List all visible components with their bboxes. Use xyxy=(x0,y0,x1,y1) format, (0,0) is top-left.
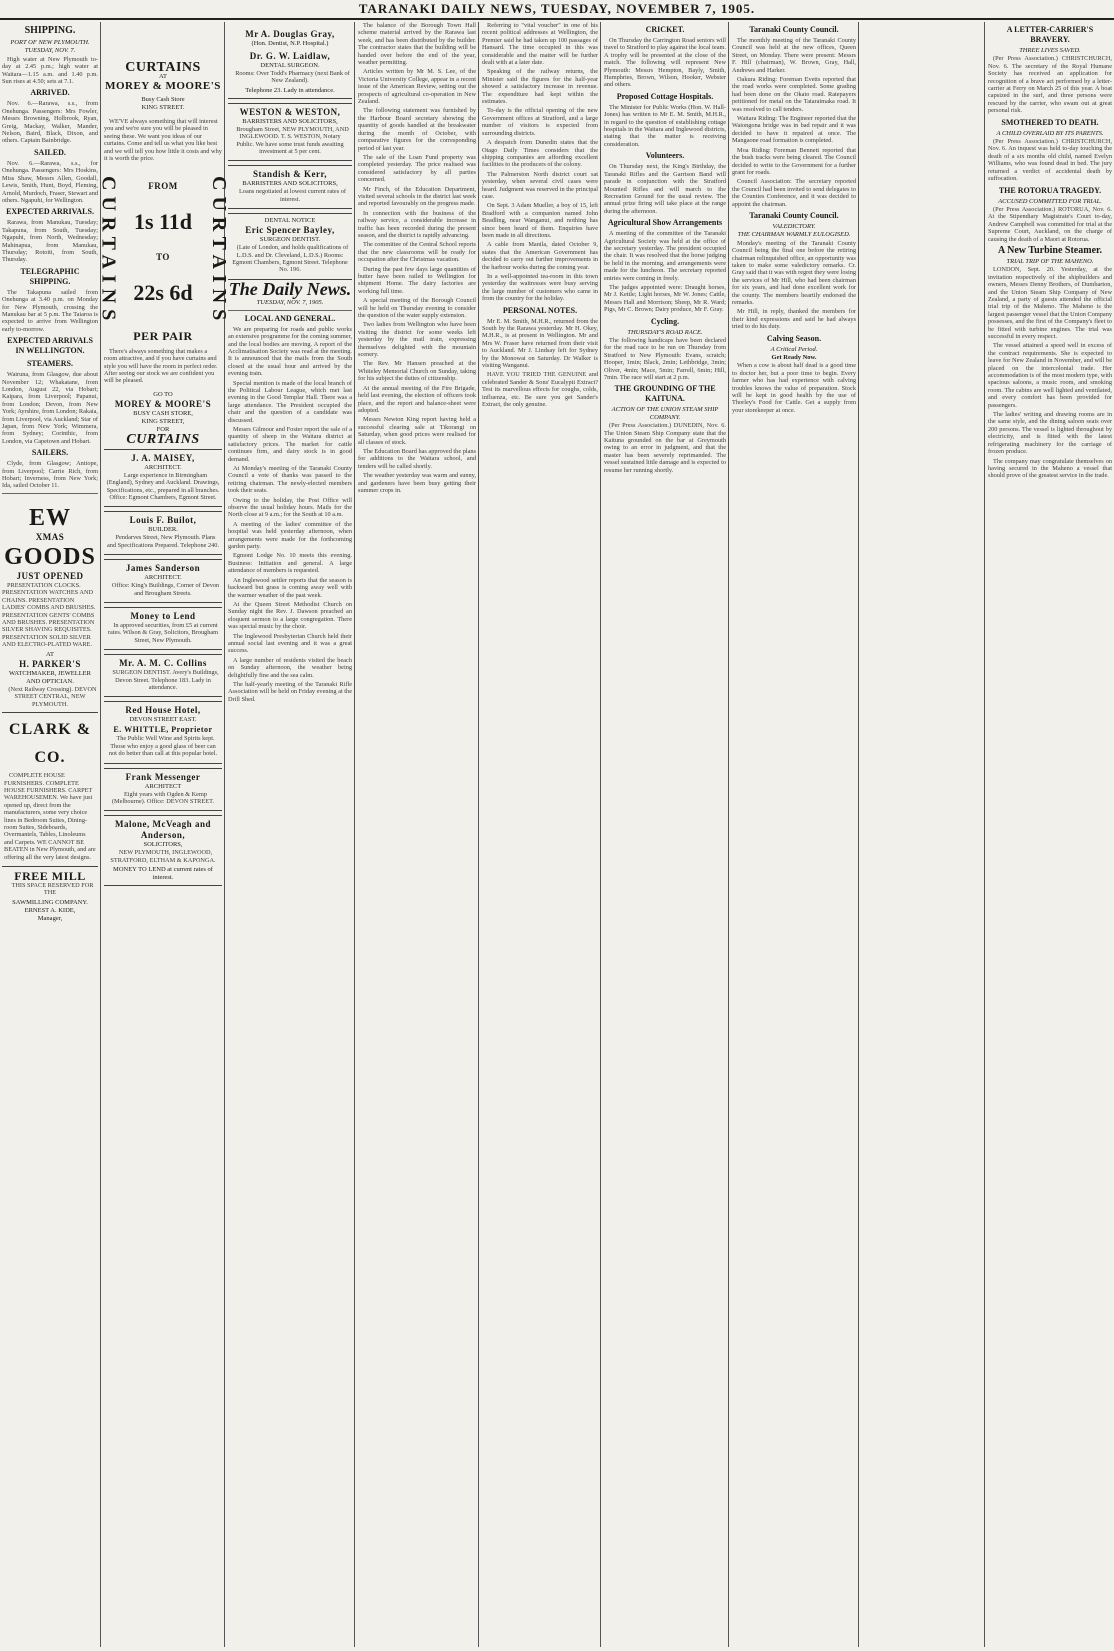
text-block: The Palmerston North district court sat yesterday, when several civil cases were heard. Judgment was reserved in the principal case. xyxy=(482,170,598,200)
ad-text: AT xyxy=(159,73,167,80)
ad-subtitle: BARRISTERS AND SOLICITORS, xyxy=(242,117,338,125)
text-block: LONDON, Sept. 20. Yesterday, at the invitation respectively of the shipbuilders and owners, Messrs Denny Brothers, of Dumbarton, and the Union Steam Ship Company of New Zealand, a party of guests attended the official trial trip of the Maheno. The Maheno is the largest passenger vessel that the Union Company possesses, and the first of the Company's fleet to be fitted with turbine engines. The trial was successful in every respect. xyxy=(988,266,1112,340)
text-block: SURGEON DENTIST. Avery's Buildings, Devon Street. Telephone 183. Lady in attendance. xyxy=(112,669,219,692)
ad-subtitle: ARCHITECT xyxy=(144,782,182,790)
text-block: A large number of residents visited the beach on Sunday afternoon, the weather being delightfully fine and the sea calm. xyxy=(228,656,352,679)
text-block: At Monday's meeting of the Taranaki County Council a vote of thanks was passed to the retiring chairman. The newly-elected members took their seats. xyxy=(228,465,352,495)
heading: A New Turbine Steamer. xyxy=(997,244,1103,256)
text-block: Two ladies from Wellington who have been visiting the district for some weeks left yesterday by the mail train, expressing themselves delighted with the mountain scenery. xyxy=(358,321,476,359)
text-block: To-day is the official opening of the new Government offices at Stratford, and a large number of visitors is expected from surrounding districts. xyxy=(482,107,598,137)
collins-ad xyxy=(104,654,222,697)
text-block: (Per Press Association.) CHRISTCHURCH, Nov. 6. The secretary of the Royal Humane Society has received an application for recognition of a brave act performed by a letter-carrier at Ferry on March 25 of this year. A boat capsized in the surf, and three persons were rescued by the carrier, who swam out at great personal risk. xyxy=(988,55,1112,115)
text-block: THIS SPACE RESERVED FOR THE xyxy=(11,882,94,897)
text-block: The Minister for Public Works (Hon. W. Hall-Jones) has written to Mr E. M. Smith, M.H.R., in regard to the question of establishing cottage hospitals in the Waitara and Inglewood districts, stating that the matter is receiving consideration. xyxy=(604,103,726,148)
xmas-goods-ad: EW XMAS GOODS JUST OPENED PRESENTATION CLOCKS. PRESENTATION WATCHES AND CHAINS. PRESENTATION LADIES' COMBS AND BRUSHES. PRESENTATION GENTS' COMBS AND BRUSHES. PRESENTATION SILVER SHAVING REQUISITES. PRESENTATION SOLID SILVER AND ELECTRO-PLATED WARE. AT H. PARKER'S WATCHMAKER, JEWELLER AND OPTICIAN. (Next Railway Crossing). DEVON STREET CENTRAL, NEW PLYMOUTH. xyxy=(2,504,97,708)
ad-title: Dr. G. W. Laidlaw, xyxy=(249,51,331,61)
text-block: In a well-appointed tea-room in this town yesterday the waitresses were busy serving the large number of customers who came in from the country for the holiday. xyxy=(482,273,598,303)
text-block: Large experience in Birmingham (England), Sydney and Auckland. Drawings, Specifications, etc., prepared in all branches. Office: Egmont Chambers, Egmont Street. xyxy=(106,471,220,501)
heading: THE GROUNDING OF THE KAITUNA. xyxy=(614,384,716,404)
price-low: 1s 11d xyxy=(133,208,193,234)
curtains-vertical-right: CURTAINS xyxy=(207,176,230,327)
text-block: The company may congratulate themselves on having secured in the Maheno a vessel that should prove of the greatest service in the trade. xyxy=(988,457,1112,480)
bayley-ad xyxy=(228,213,352,280)
text-block: Loans negotiated at lowest current rates of interest. xyxy=(238,188,346,203)
column-rule xyxy=(600,22,601,1647)
masthead: TARANAKI DAILY NEWS, TUESDAY, NOVEMBER 7, 1905. xyxy=(0,0,1114,20)
column-rule xyxy=(478,22,479,1647)
text-block: Rarawa, from Manukau, Tuesday; Takapuna, from South, Tuesday; Ngapuhi, from North, Wednesday; Mahinapua, from Manukau, Thursday; Rotoiti, from South, Thursday. xyxy=(2,219,98,264)
text-block: Referring to "vital voucher" in one of his recent political addresses at Wellington, the Premier said he had taken up 100 passages of Hansard. The time occupied in this was considerable and the matter will be further dealt with at a later date. xyxy=(482,22,598,67)
heading: EXPECTED ARRIVALS IN WELLINGTON. xyxy=(7,336,93,356)
subheading: ACCUSED COMMITTED FOR TRIAL. xyxy=(998,197,1102,205)
text-block: The balance of the Borough Town Hall scheme material arrived by the Rarawa last week, and has been distributed by the builder. The contractor states that the building will be handed over before the end of the year, weather permitting. xyxy=(358,22,476,67)
ad-title: EW xyxy=(28,504,71,531)
text-block: A cable from Manila, dated October 9, states that the American Government has decided to carry out further improvements in the harbour works during the coming year. xyxy=(482,241,598,271)
subheading: TUESDAY, NOV. 7. xyxy=(24,47,76,55)
price-block xyxy=(133,181,192,323)
text-block: On Thursday the Carrington Road seniors will travel to Stratford to play against the local team. A trophy will be presented at the close of the match. The following will represent New Plymouth: Messrs Hempton, Bayly, Smith, Humphries, Brown, Wilson, Hooker, Webster and others. xyxy=(604,37,726,89)
text-block: Brougham Street, NEW PLYMOUTH, AND INGLEWOOD. T. S. WESTON, Notary Public. We have some trust funds awaiting investment at 5 per cent. xyxy=(236,125,349,156)
text-block: Monday's meeting of the Taranaki County Council being the final one before the retiring chairman relinquished office, an opportunity was taken to make some valedictory remarks. Cr. Gray said that it was with regret they were losing the services of Mr Hill, who had been chairman for six years, and had done excellent work for the county. The members heartily endorsed the remarks. xyxy=(732,239,856,306)
text-block: The vessel attained a speed well in excess of the contract requirements. She is expected to leave for New Zealand in November, and will be placed on the intercolonial trade. Her accommodation is of the most modern type, with spacious saloons, a music room, and smoking room. The cabins are well lighted and ventilated, and every comfort has been provided for passengers. xyxy=(988,342,1112,409)
text-block: Clyde, from Glasgow; Antiope, from Liverpool; Carrie Rich, from Hobart; Inverness, from New York; Ida, sailed October 11. xyxy=(2,460,98,490)
ad-subtitle: WATCHMAKER, JEWELLER AND OPTICIAN. xyxy=(9,669,91,685)
subheading: PORT OF NEW PLYMOUTH. xyxy=(10,39,90,46)
text-block: Moa Riding: Foreman Bennett reported that the bush tracks were being cleared. The Council decided to write to the Government for a further grant for roads. xyxy=(732,146,856,176)
text-block: (Per Press Association.) ROTORUA, Nov. 6. At the Stipendiary Magistrate's Court to-day, Andrew Campbell was committed for trial at the Supreme Court, Auckland, on the charge of causing the death of a Maori at Rotorua. xyxy=(988,205,1112,243)
text-block: A meeting of the committee of the Taranaki Agricultural Society was held at the office of the secretary yesterday. The president occupied the chair. It was resolved that the horse judging be held in the morning, and arrangements were made for the luncheon. The secretary reported entries were coming in freely. xyxy=(604,230,726,282)
text-block: When a cow is about half dead is a good time to doctor her, but a poor time to begin. Every farmer who has had experience with calving troubles knows the value of preparation. Stock will be kept in good health by the use of Thorley's Food for Cattle. Get a supply from your storekeeper at once. xyxy=(732,362,856,414)
ad-title: JUST OPENED xyxy=(16,570,84,581)
heading: LOCAL AND GENERAL. xyxy=(244,313,336,323)
column-professional xyxy=(228,22,352,1647)
text-block: Speaking of the railway returns, the Minister said the figures for the half-year showed a satisfactory increase in revenue. The expenditure had kept within the estimates. xyxy=(482,68,598,106)
subheading: THREE LIVES SAVED. xyxy=(1019,47,1081,54)
heading: PERSONAL NOTES. xyxy=(502,305,578,315)
ad-title: FREE MILL xyxy=(14,869,86,884)
ad-title: CURTAINS xyxy=(126,431,200,447)
ad-text: TO xyxy=(156,251,170,262)
text-block: Articles written by Mr M. S. Lee, of the Victoria University College, appear in a recent issue of the American Review, setting out the prospects of agricultural co-operation in New Zealand. xyxy=(358,68,476,106)
subheading: ACTION OF THE UNION STEAM SHIP COMPANY. xyxy=(611,406,719,421)
column-council xyxy=(732,22,856,1647)
heading: SAILED. xyxy=(34,147,66,157)
text-block: Owing to the holiday, the Post Office will observe the usual holiday hours. Mails for the North close at 9 a.m.; for the South at 10 a.m. xyxy=(228,496,352,519)
ad-title: James Sanderson xyxy=(125,563,201,574)
ad-title: WESTON & WESTON, xyxy=(239,106,341,117)
text-block: The judges appointed were: Draught horses, Mr J. Kettle; Light horses, Mr W. Jones; Cattle, Messrs Hall and Morrison; Sheep, Mr R. Ward; Pigs, Mr C. Brown; Dairy produce, Mr F. Gray. xyxy=(604,283,726,314)
clark-ad xyxy=(2,712,98,867)
curtains-vertical-left: CURTAINS xyxy=(97,176,120,327)
ad-text: DENTAL NOTICE xyxy=(264,217,316,225)
ad-title: GOODS xyxy=(4,543,96,570)
text-block: Egmont Lodge No. 10 meets this evening. Business: Initiation and general. A large attendance of members is requested. xyxy=(228,552,352,575)
mill-ad xyxy=(2,871,98,923)
malone-ad xyxy=(104,815,222,886)
text-block: (Next Railway Crossing). DEVON STREET CENTRAL, NEW PLYMOUTH. xyxy=(8,685,97,708)
ad-text: GO TO xyxy=(153,390,173,398)
subheading: THURSDAY'S ROAD RACE. xyxy=(627,328,703,336)
ad-text: BUSY CASH STORE, xyxy=(133,409,193,417)
newspaper-nameplate: The Daily News. xyxy=(228,278,352,299)
heading: SHIPPING. xyxy=(24,25,76,36)
heading: ARRIVED. xyxy=(30,88,70,98)
ad-subtitle: ARCHITECT. xyxy=(144,463,182,471)
heading: CRICKET. xyxy=(645,25,685,34)
text-block: A meeting of the ladies' committee of the hospital was held yesterday afternoon, when arrangements were made for the forthcoming garden party. xyxy=(228,520,352,551)
text-block: The half-yearly meeting of the Taranaki Rifle Association will be held on Friday evening at the Drill Shed. xyxy=(228,680,352,703)
price-high: 22s 6d xyxy=(133,279,193,305)
ad-subtitle: DEVON STREET EAST. xyxy=(129,716,197,724)
column-news-2 xyxy=(482,22,598,1647)
text-block: On Thursday next, the King's Birthday, the Taranaki Rifles and the Garrison Band will parade in conjunction with the Stratford Mounted Rifles and will march to the Recreation Ground for the usual review. The annual prize firing will take place at the range during the afternoon. xyxy=(604,163,726,215)
column-rule xyxy=(354,22,355,1647)
text-block: Messrs Gilmour and Foster report the sale of a quantity of sheep in the Waitara district at satisfactory prices. The market for cattle continues firm, and dairy stock is in good demand. xyxy=(228,425,352,463)
subheading: VALEDICTORY. xyxy=(772,222,816,230)
text-block: In connection with the business of the railway service, a considerable increase in traffic has been recorded during the present season, and the district is rapidly advancing. xyxy=(358,209,476,239)
heading: EXPECTED ARRIVALS. xyxy=(6,207,94,217)
column-telegrams xyxy=(988,22,1112,1647)
sanderson-ad xyxy=(104,559,222,603)
text-block: The Inglewood Presbyterian Church held their annual social last evening and it was a great success. xyxy=(228,632,352,655)
heading: TELEGRAPHIC SHIPPING. xyxy=(20,266,80,286)
date-line: TUESDAY, NOV. 7, 1905. xyxy=(256,299,324,307)
subheading: Get Ready Now. xyxy=(771,354,817,362)
text-block: WE'VE always something that will interest you and we're sure you will be pleased in seeing these. We want you ideas of our curtains. Come and tell us what you like best and we will tell you how little it costs and why it is worth the price. xyxy=(104,118,222,163)
text-block: HAVE YOU TRIED THE GENUINE and celebrated Sander & Sons' Eucalypti Extract? Test its marvellous effects for coughs, colds, influenza, etc. Be sure you get Sander's Extract, the only genuine. xyxy=(482,371,598,409)
subheading: TRIAL TRIP OF THE MAHENO. xyxy=(1006,257,1094,265)
ad-title: Red House Hotel, xyxy=(125,705,201,716)
text-block: Eight years with Ogden & Kemp (Melbourne). Office: DEVON STREET. xyxy=(111,790,215,806)
text-block: Nov. 6.—Rarawa, s.s., for Onehunga. Passengers: Mrs Hoskins, Miss Shaw, Messrs Allen, Goodall, Lewis, Smith, Hunt, Boyd, Fleming, Arnold, Murdoch, Fraser, Stewart and others. Ngapuhi, for Wellington. xyxy=(2,159,98,204)
text-block: The ladies' writing and drawing rooms are in the same style, and the dining saloon seats over 200 persons. The vessel is lighted throughout by electricity, and is fitted with the latest refrigerating machinery for the carriage of frozen produce. xyxy=(988,411,1112,456)
text-block: Office: King's Buildings, Corner of Devon and Brougham Streets. xyxy=(111,582,220,597)
ad-title: Mr A. Douglas Gray, xyxy=(245,29,335,39)
text-block: At the annual meeting of the Fire Brigade, held last evening, the election of officers took place, and the report and balance-sheet were adopted. xyxy=(358,384,476,414)
text-block: Waitara Riding: The Engineer reported that the Waiongona bridge was in bad repair and it was decided to have it repaired at once. The Mangaone road formation is completed. xyxy=(732,115,856,145)
ad-text: FROM xyxy=(148,180,178,191)
ad-title: E. WHITTLE, Proprietor xyxy=(113,725,213,735)
ad-text: KING STREET. xyxy=(141,104,185,111)
heading: Agricultural Show Arrangements xyxy=(607,218,723,228)
ad-text: Busy Cash Store xyxy=(141,96,185,103)
text-block: Wairuna, from Glasgow, due about November 12; Whakatane, from London, August 22, via Hobart; Kaipara, from Liverpool; Papanui, from London; Devon, from New York; Ayrshire, from London; Rakaia, from Liverpool, via Auckland; Star of Japan, from New York; Wimmera, from Sydney; Corinthic, from London, via Capetown and Hobart. xyxy=(2,371,98,445)
column-news-3 xyxy=(604,22,726,1647)
column-rule xyxy=(728,22,729,1647)
column-rule xyxy=(984,22,985,1647)
heading: Calving Season. xyxy=(766,333,822,343)
gray-ad xyxy=(228,26,352,99)
ad-text: MONEY TO LEND at current rates of interest. xyxy=(113,866,213,882)
ad-title: Money to Lend xyxy=(130,611,196,621)
heading: Volunteers. xyxy=(645,151,685,161)
column-rule xyxy=(858,22,859,1647)
ad-subtitle: SURGEON DENTIST. xyxy=(259,236,321,244)
ad-subtitle: ERNEST A. KIDE, xyxy=(24,906,76,914)
curtains-ad xyxy=(97,60,230,447)
text-block: Rooms: Over Todd's Pharmacy (next Bank of New Zealand). xyxy=(235,70,350,85)
text-block: Oakura Riding: Foreman Evetts reported that the road works were completed. Some grading had been done on the Okato road. Ratepayers petitioned for metal on the Tataraimaka road. It was resolved to call tenders. xyxy=(732,76,856,113)
curtains-price-box xyxy=(97,172,230,330)
text-block: The sale of the Loan Fund property was completed yesterday. The price realised was considered satisfactory by all parties concerned. xyxy=(358,153,476,184)
money-ad xyxy=(104,607,222,650)
ad-title: Malone, McVeagh and Anderson, xyxy=(115,819,211,841)
ad-title: MOREY & MOORE'S xyxy=(114,398,212,409)
text-block: The Takapuna sailed from Onehunga at 3.40 p.m. on Monday for New Plymouth, crossing the Manukau bar at 5 p.m. The Taiaroa is expected to arrive from Wellington early to-morrow. xyxy=(2,288,98,333)
ad-subtitle: Manager, xyxy=(37,914,63,922)
text-block: Mr Hill, in reply, thanked the members for their kind expressions and said he had always tried to do his duty. xyxy=(732,308,856,331)
messenger-ad xyxy=(104,768,222,812)
text-block: Mr E. M. Smith, M.H.R., returned from the South by the Rarawa yesterday. Mr H. Okey, M.H.R., is at present in Wellington. Mr and Mrs W. Fraser have returned from their visit to Auckland. Mr J. Lindsay left for Sydney by the Monowai on Saturday. Dr Walker is visiting Wanganui. xyxy=(482,317,598,370)
ad-title: Standish & Kerr, xyxy=(253,169,327,180)
text-block: NEW PLYMOUTH, INGLEWOOD, STRATFORD, ELTHAM & KAPONGA. xyxy=(110,849,216,864)
text-block: In approved securities, from £5 at current rates. Wilson & Gray, Solicitors, Brougham Street, New Plymouth. xyxy=(107,622,219,644)
text-block: Council Association: The secretary reported the Council had been invited to send delegates to the Counties Conference, and it was decided to appoint the chairman. xyxy=(732,178,856,208)
text-block: The following statement was furnished by the Harbour Board secretary showing the quantity of goods handled at the breakwater during the month of October, with comparative figures for the corresponding period of last year. xyxy=(358,107,476,152)
ad-title: Louis F. Builot, xyxy=(129,515,197,526)
column-ads xyxy=(97,22,230,1647)
text-block: On Sept. 3 Adam Mueller, a boy of 15, left Bradford with a companion named John Beadling, near Wanganui, and nothing has since been heard of them. Enquiries have been made in all directions. xyxy=(482,202,598,239)
subheading: A CHILD OVERLAID BY ITS PARENTS. xyxy=(996,129,1104,137)
ad-subtitle: (Hon. Dentist, N.P. Hospital.) xyxy=(251,40,329,47)
standish-ad xyxy=(228,165,352,209)
redhouse-ad xyxy=(104,701,222,763)
subheading: THE CHAIRMAN WARMLY EULOGISED. xyxy=(737,231,851,239)
text-block: Mr Finch, of the Education Department, visited several schools in the district last week and reported favourably on the progress made. xyxy=(358,185,476,208)
text-block: The Education Board has approved the plans for additions to the Waitara school, and tenders will be called shortly. xyxy=(358,447,476,470)
weston-ad xyxy=(228,103,352,162)
ad-title: J. A. MAISEY, xyxy=(131,452,195,463)
ad-subtitle: BARRISTERS AND SOLICITORS, xyxy=(242,180,338,188)
text-block: The weather yesterday was warm and sunny, and gardeners have been busy getting their summer crops in. xyxy=(358,472,476,494)
text-block: COMPLETE HOUSE FURNISHERS. COMPLETE HOUSE FURNISHERS. CARPET WAREHOUSEMEN. We have just opened up, direct from the manufacturers, some very choice lines in Bedroom Suites, Dining-room Suites, Sideboards, Overmantels, Tables, Linoleums and Carpets. WE CANNOT BE BEATEN in New Plymouth, and are offering all the very latest designs. xyxy=(4,772,96,861)
text-block: Special mention is made of the local branch of the Political Labour League, which met last evening in the Good Templar Hall. There was a large attendance. The President occupied the chair and the question of a candidate was discussed. xyxy=(228,379,352,424)
heading: Taranaki County Council. xyxy=(749,25,839,34)
text-block: The committee of the Central School reports that the new classrooms will be ready for occupation after the Christmas vacation. xyxy=(358,241,476,264)
ad-title: H. PARKER'S xyxy=(19,658,81,669)
ad-text: KING STREET, xyxy=(141,417,185,425)
subheading: A Critical Period. xyxy=(770,345,818,353)
text-block: PRESENTATION CLOCKS. PRESENTATION WATCHES AND CHAINS. PRESENTATION LADIES' COMBS AND BRUSHES. PRESENTATION GENTS' COMBS AND BRUSHES. PRESENTATION SILVER SHAVING REQUISITES. PRESENTATION SOLID SILVER AND ELECTRO-PLATED WARE. xyxy=(2,581,96,649)
column-shipping xyxy=(2,22,98,1647)
ad-title: CURTAINS xyxy=(125,60,201,75)
ad-text: Telephone 23. Lady in attendance. xyxy=(245,86,335,94)
builot-ad xyxy=(104,511,222,555)
text-block: High water at New Plymouth to-day at 2.45 p.m.; high water at Waitara—1.15 a.m. and 1.40 p.m. Sun rises at 4.50; sets at 7.1. xyxy=(2,55,98,86)
ad-title: PER PAIR xyxy=(133,328,193,343)
heading: SAILERS. xyxy=(31,448,69,458)
ad-subtitle: DENTAL SURGEON. xyxy=(260,62,320,69)
heading: SMOTHERED TO DEATH. xyxy=(1001,117,1099,127)
heading: A LETTER-CARRIER'S BRAVERY. xyxy=(1006,25,1094,44)
heading: THE ROTORUA TRAGEDY. xyxy=(998,185,1102,195)
heading: Cycling. xyxy=(650,316,680,326)
text-block: Nov. 6.—Rarawa, s.s., from Onehunga. Passengers: Mrs Fowler, Messrs Browning, Holbrook, Ryan, Greig, Mackay, Walker, Mander, Nelson, Baird, Black, Dixon, and others. Captain Bainbridge. xyxy=(2,100,98,145)
text-block: (Late of London, and holds qualifications of L.D.S. and Dr. Cleveland, L.D.S.) Rooms: Egmont Chambers, Egmont Street. Telephone No. 196. xyxy=(232,244,349,274)
ad-subtitle: BUILDER. xyxy=(148,526,178,534)
ad-subtitle: SOLICITORS, xyxy=(143,841,183,849)
ad-title: Eric Spencer Bayley, xyxy=(245,225,335,236)
text-block: The following handicaps have been declared for the road race to be run on Thursday from Stratford to New Plymouth: Evans, scratch; Hooper, 1min; Black, 2min; Lethbridge, 3min; Oliver, 4min; Mace, 5min; Farrell, 6min; Hill, 7min. The race will start at 2 p.m. xyxy=(604,337,726,382)
heading: Taranaki County Council. xyxy=(749,210,839,220)
ad-subtitle: ARCHITECT. xyxy=(144,574,182,582)
ad-title: Frank Messenger xyxy=(125,771,201,782)
text-block: At the Queen Street Methodist Church on Sunday night the Rev. J. Dawson preached an eloquent sermon to a large congregation. There was special music by the choir. xyxy=(228,600,352,631)
ad-subtitle: SAWMILLING COMPANY. xyxy=(12,898,88,906)
text-block: (Per Press Association.) CHRISTCHURCH, Nov. 6. An inquest was held to-day touching the death of a six months old child, named Evelyn Williams, who was found dead in bed. The jury returned a verdict of accidental death by suffocation. xyxy=(988,138,1112,183)
text-block: A special meeting of the Borough Council will be held on Thursday evening to consider the question of the water supply extension. xyxy=(358,297,476,320)
text-block: Pendarves Street, New Plymouth. Plans and Specifications Prepared. Telephone 240. xyxy=(106,534,220,549)
ad-title: CLARK & CO. xyxy=(8,721,92,767)
text-block: The Rev. Mr Hansen preached at the Whiteley Memorial Church on Sunday, taking for his subject the duties of citizenship. xyxy=(358,360,476,383)
text-block: The monthly meeting of the Taranaki County Council was held at the new offices, Queen Street, on Monday. There were present: Messrs F. Hill (chairman), W. Brown, Gray, Hall, Andrews and Harker. xyxy=(732,37,856,74)
text-block: We are preparing for roads and public works an extensive programme for the coming summer, and the local bodies are moving. A report of the Acclimatisation Society was read at the meeting. It is announced that the mails from the South closed at the usual hour and arrived by the evening train. xyxy=(228,325,352,378)
text-block: An Inglewood settler reports that the season is backward but grass is coming away well with the warmer weather of the past week. xyxy=(228,576,352,599)
ad-title: MOREY & MOORE'S xyxy=(105,80,221,92)
text-block: There's always something that makes a room attractive, and if you have curtains and style you will have the room in perfect order. After seeing our stock we are confident you will be pleased. xyxy=(104,347,218,385)
text-block: The Public Well Wine and Spirits kept. Those who enjoy a good glass of beer can not do better than call at this popular hotel. xyxy=(108,735,218,758)
text-block: A despatch from Dunedin states that the Otago Daily Times considers that the shipping companies are affording excellent facilities to the producers of the colony. xyxy=(482,139,598,169)
ad-title: XMAS xyxy=(35,531,65,542)
heading: STEAMERS. xyxy=(26,359,73,369)
ad-text: FOR xyxy=(156,425,170,433)
column-news-1 xyxy=(358,22,476,1647)
text-block: During the past few days large quantities of butter have been railed to Wellington for shipment Home. The dairy factories are working full time. xyxy=(358,265,476,295)
text-block: (Per Press Association.) DUNEDIN, Nov. 6. The Union Steam Ship Company state that the Kaituna grounded on the bar at Greymouth owing to an error in judgment, and that the master has been severely reprimanded. The vessel sustained little damage and is expected to resume her running shortly. xyxy=(604,422,726,474)
text-block: Messrs Newton King report having held a successful clearing sale at Tikorangi on Saturday, when good prices were realised for all classes of stock. xyxy=(358,416,476,446)
heading: Proposed Cottage Hospitals. xyxy=(616,91,714,101)
maisey-ad xyxy=(104,449,222,508)
ad-title: Mr. A. M. C. Collins xyxy=(119,658,207,669)
